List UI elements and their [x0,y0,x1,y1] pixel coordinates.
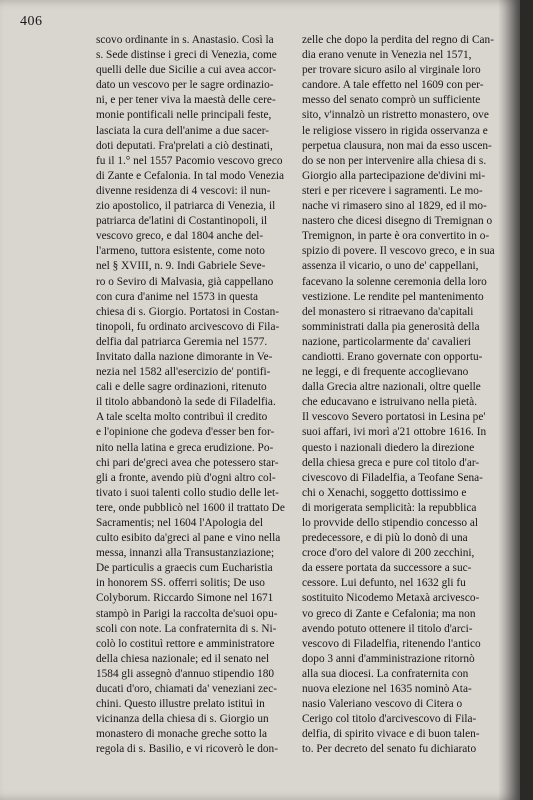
left-column-line: il titolo abbandonò la sede di Filadelfia. [96,396,276,409]
right-column-line: Cerigo col titolo d'arcivescovo di Fila- [302,713,477,726]
left-column-line: patriarca de'latini di Costantinopoli, il [96,215,268,228]
right-column-line: da essere portata da successore a suc- [302,562,472,575]
left-column-line: chini. Questo illustre prelato istituì in [96,698,265,711]
right-column-line: dopo 3 anni d'amministrazione ritornò [302,652,475,665]
right-column-line: predecessore, e di più lo donò di una [302,532,468,545]
left-column-line: ducati d'oro, chiamati da' veneziani zec- [96,683,277,696]
left-column-line: nezia nel 1582 all'esercizio de' pontifi- [96,366,271,379]
page-number: 406 [20,14,43,29]
right-column-line: che educavano e istruivano nella pietà. [302,396,478,409]
left-column-line: in honorem SS. offerri solitis; De uso [96,577,265,590]
right-column-line: dalla Grecia altre nazionali, oltre quelle [302,381,481,394]
left-column-line: tere, onde pubblicò nel 1600 il trattato De [96,501,285,514]
right-column-line: zelle che dopo la perdita del regno di Can- [302,34,494,46]
left-column-line: chi pari de'greci avea che potessero star- [96,456,279,469]
left-column-line: zio apostolico, il patriarca di Venezia, il [96,200,276,213]
right-column-line: vescovo di Filadelfia, ritenendo l'antico [302,637,481,650]
left-column-line: divenne residenza di 4 vescovi: il nun- [96,184,271,197]
right-column-line: spizio di povere. Il vescovo greco, e in sua [302,245,495,258]
left-column-line: scovo ordinante in s. Anastasio. Così la [96,34,274,46]
right-column-line: suoi affari, ivi morì a'21 ottobre 1616. In [302,426,487,439]
left-column-line: A tale scelta molto contribuì il credito [96,411,268,424]
left-column-line: De particulis a graecis cum Eucharistia [96,562,273,575]
right-column-line: nuova elezione nel 1635 nominò Ata- [302,683,472,696]
right-column-line: nasio Valeriano vescovo di Citera o [302,698,463,711]
left-column-line: s. Sede distinse i greci di Venezia, come [96,49,277,62]
right-column-line: assenza il vicario, o uno de' cappellani, [302,260,479,273]
right-column-line: nazione, particolarmente da' cavalieri [302,335,471,348]
right-column-line: nache vi rimasero sino al 1829, ed il mo- [302,200,487,213]
left-column-line: nel § XVIII, n. 9. Indi Gabriele Seve- [96,260,266,273]
right-column-line: to. Per decreto del senato fu dichiarato [302,743,477,756]
right-column-line: le religiose vissero in rigida osservanza e [302,124,488,137]
right-column-line: croce d'oro del valore di 200 zecchini, [302,547,475,560]
right-column-line: lo provvide dello stipendio concesso al [302,517,479,529]
page-edge-shadow [498,0,520,800]
right-column-line: Il vescovo Severo portatosi in Lesina pe' [302,411,486,424]
right-column-line: candore. A tale effetto nel 1609 con per- [302,79,484,92]
right-column-line: vestizione. Le rendite pel mantenimento [302,290,484,303]
right-column-line: somministrati dalla pia generosità della [302,320,480,333]
left-column-line: scoli con note. La confraternita di s. Ni- [96,622,277,635]
left-column-line: l'armeno, tuttora esistente, come noto [96,245,265,258]
left-text-column [96,33,288,758]
left-column-line: della chiesa nazionale; ed il senato nel [96,652,270,665]
right-column-line: do se non per intervenire alla chiesa di s. [302,154,487,167]
left-column-line: quelli delle due Sicilie a cui avea accor- [96,64,277,77]
left-column-line: tivato i suoi talenti collo studio delle let- [96,486,279,499]
right-column-line: di morigerata semplicità: la repubblica [302,501,477,514]
right-column-line: dia erano venute in Venezia nel 1571, [302,49,472,62]
right-column-line: cessore. Lui defunto, nel 1632 gli fu [302,577,466,590]
right-column-line: questo i nazionali diedero la direzione [302,441,475,454]
left-column-line: Sacramentis; nel 1604 l'Apologia del [96,517,264,529]
right-column-line: avendo potuto ottenere il titolo d'arci- [302,622,473,635]
right-column-line: delfia, di spirito vivace e di buon talen- [302,728,480,741]
left-column-line: delfia dal patriarca Geremia nel 1577. [96,335,268,348]
right-column-line: del monastero si ritraevano da'capitali [302,305,474,318]
left-column-line: chiesa di s. Giorgio. Portatosi in Costan- [96,305,280,318]
right-column-line: sito, v'innalzò un ristretto monastero, ove [302,109,489,122]
left-column-line: e l'opinione che godeva d'esser ben for- [96,426,275,439]
right-column-line: civescovo di Filadelfia, a Teofane Sena- [302,471,483,484]
right-column-line: vo greco di Zante e Cefalonia; ma non [302,607,476,620]
right-column-line: steri e per ricevere i sagramenti. Le mo- [302,184,483,197]
right-column-line: Tremignon, in parte è ora convertito in o- [302,230,490,243]
right-column-line: ne leggi, e di frequente accoglievano [302,366,469,379]
left-column-line: regola di s. Basilio, e vi ricoverò le don- [96,743,278,756]
right-column-line: candiotti. Erano governate con opportu- [302,350,483,363]
left-column-line: messa, innanzi alla Transustanziazione; [96,547,275,560]
left-column-line: nito nella latina e greca erudizione. Po- [96,441,274,454]
left-column-line: Colyborum. Riccardo Simone nel 1671 [96,592,274,605]
right-column-line: sostituito Nicodemo Metaxà arcivesco- [302,592,480,605]
right-column-line: messo del senato comprò un sufficiente [302,94,481,107]
right-column-line: alla sua diocesi. La confraternita con [302,667,469,680]
left-column-line: stampò in Parigi la raccolta de'suoi opu- [96,607,278,620]
left-column-line: vescovo greco, e dal 1804 anche del- [96,230,264,243]
left-column-line: di Zante e Cefalonia. In tal modo Venezia [96,169,285,182]
left-column-line: lasciata la cura dell'anime a due sacer- [96,124,270,137]
right-column-line: della chiesa greca e pure col titolo d'ar- [302,456,480,469]
right-column-line: per trovare sicuro asilo al virginale loro [302,64,481,77]
left-column-line: colò lo costituì rettore e amministratore [96,637,275,650]
right-column-line: nastero che dicesi disegno di Tremignan o [302,215,493,228]
left-column-line: 1584 gli assegnò d'annuo stipendio 180 [96,667,275,680]
left-column-line: con cura d'anime nel 1573 in questa [96,290,259,303]
right-column-line: facevano la solenne ceremonia della loro [302,275,487,288]
left-column-line: monie pontificali nelle principali feste, [96,109,272,122]
left-column-line: doti deputati. Fra'prelati a ciò destinati, [96,139,273,152]
left-column-line: Invitato dalla nazione dimorante in Ve- [96,350,273,363]
left-column-line: dato un vescovo per le sagre ordinazio- [96,79,274,92]
left-column-line: tinopoli, fu ordinato arcivescovo di Fila- [96,320,280,333]
left-column-line: ro o Seviro di Malvasia, già cappellano [96,275,274,288]
left-column-line: culto esibito da'greci al pane e vino nella [96,532,281,545]
left-column-line: ni, e per tener viva la maestà delle cere- [96,94,276,107]
right-column-line: chi o Xenachi, soggetto dottissimo e [302,486,467,499]
left-column-line: fu il 1.° nel 1557 Pacomio vescovo greco [96,154,283,167]
right-text-column [302,33,510,758]
left-column-line: gli a fronte, avendo più d'ogni altro col- [96,471,276,484]
left-column-line: cali e delle sagre ordinazioni, ritenuto [96,381,267,394]
right-column-line: Giorgio alla partecipazione de'divini mi- [302,169,486,182]
right-column-line: perpetua clausura, non mai da esso uscen- [302,139,492,152]
left-column-line: vicinanza della chiesa di s. Giorgio un [96,713,269,726]
left-column-line: monastero di monache greche sotto la [96,728,267,741]
